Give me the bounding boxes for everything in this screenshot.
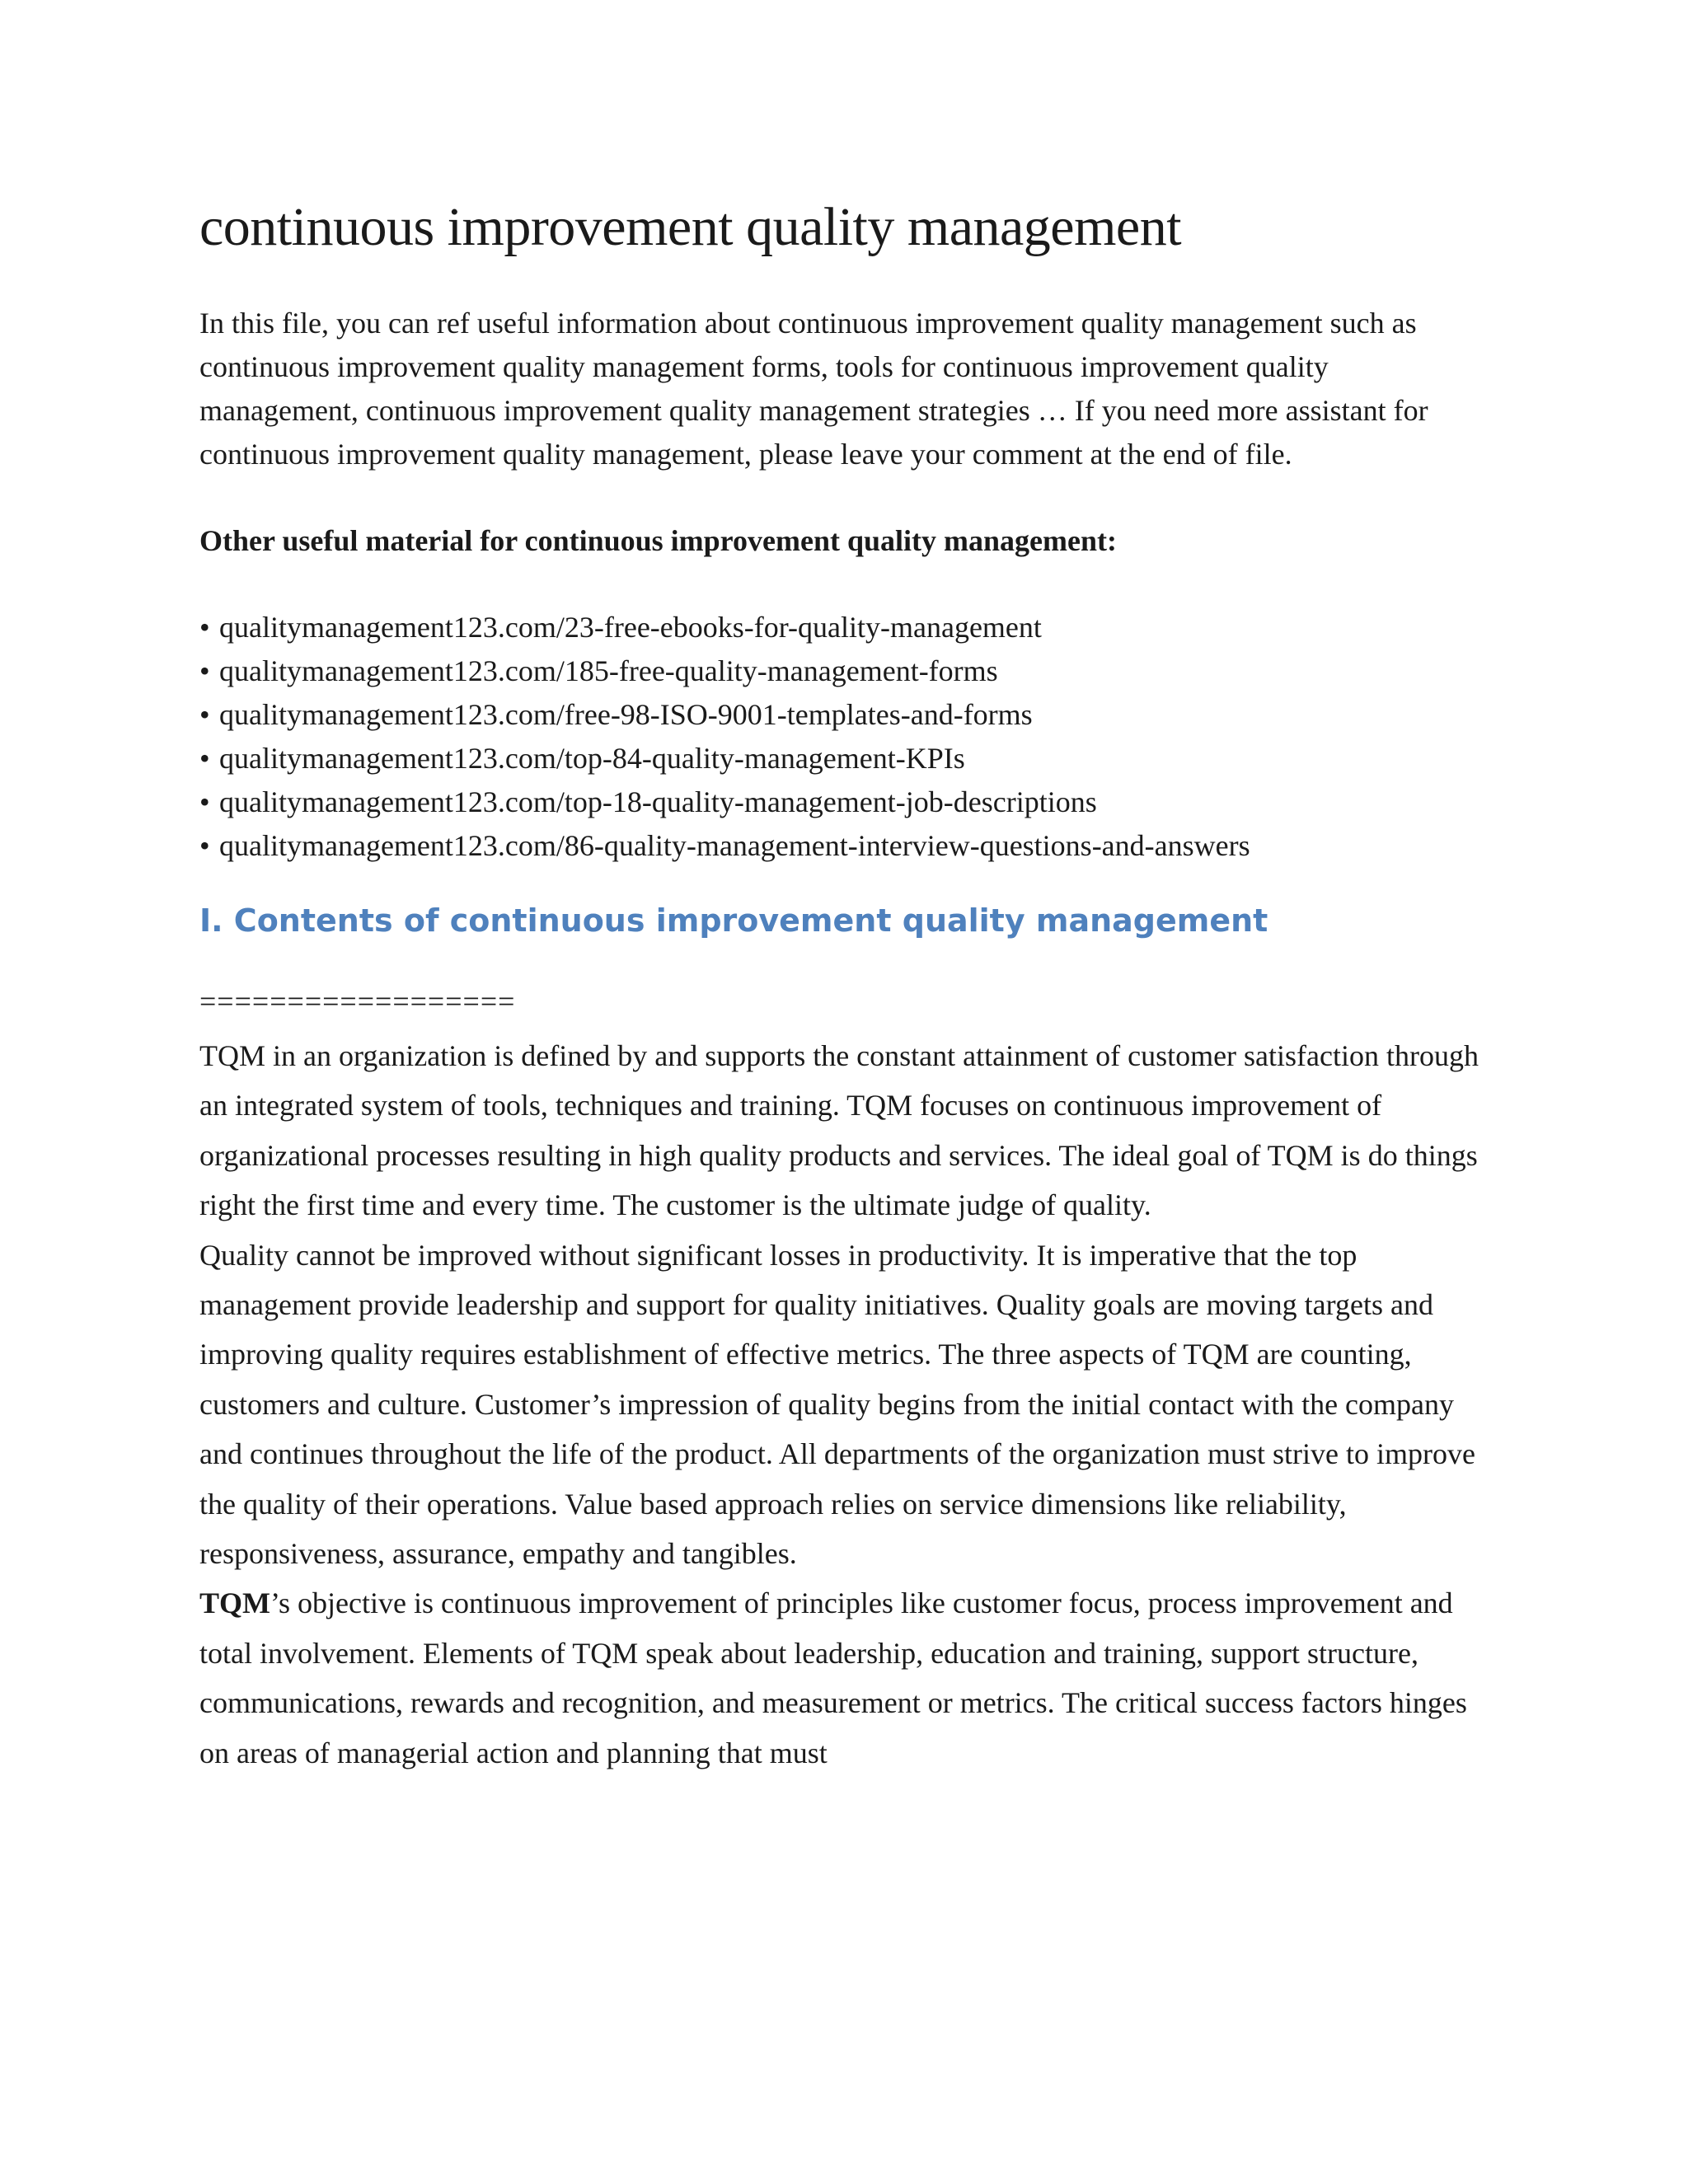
bullet-icon: • <box>199 829 210 862</box>
resource-link-list <box>199 606 1485 868</box>
section-heading: I. Contents of continuous improvement quality management <box>199 902 1268 939</box>
resource-link-text[interactable]: qualitymanagement123.com/top-84-quality-management-KPIs <box>219 742 965 775</box>
resource-link-item[interactable] <box>199 606 1485 649</box>
bullet-icon: • <box>199 742 210 775</box>
body-paragraph-3 <box>199 1578 1485 1778</box>
separator-line: ================== <box>199 985 516 1018</box>
body-paragraph-2: Quality cannot be improved without significant losses in productivity. It is imperative that the top management provide leadership and support for quality initiatives. Quality goals are moving targets and improving quality requires establishment of effective metrics. The three aspects of TQM are counting, customers and culture. Customer’s impression of quality begins from the initial contact with the company and continues throughout the life of the product. All departments of the organization must strive to improve the quality of their operations. Value based approach relies on service dimensions like reliability, responsiveness, assurance, empathy and tangibles. <box>199 1238 1475 1571</box>
tqm-bold-term: TQM <box>199 1586 270 1620</box>
resource-link-text[interactable]: qualitymanagement123.com/185-free-quality-management-forms <box>219 654 998 687</box>
other-material-heading: Other useful material for continuous improvement quality management: <box>199 524 1117 557</box>
document-content <box>199 194 1485 1778</box>
intro-paragraph: In this file, you can ref useful information about continuous improvement quality management such as continuous improvement quality management forms, tools for continuous improvement quality management, continuous improvement quality management strategies … If you need more assistant for continuous improvement quality management, please leave your comment at the end of file. <box>199 307 1428 471</box>
resource-link-item[interactable] <box>199 693 1485 737</box>
bullet-icon: • <box>199 785 210 818</box>
bullet-icon: • <box>199 611 210 644</box>
resource-link-text[interactable]: qualitymanagement123.com/23-free-ebooks-for-quality-management <box>219 611 1042 644</box>
resource-link-text[interactable]: qualitymanagement123.com/free-98-ISO-9001-templates-and-forms <box>219 698 1033 731</box>
body-paragraph-3-text: ’s objective is continuous improvement of principles like customer focus, process improvement and total involvement. Elements of TQM speak about leadership, education and training, support structure, communications, rewards and recognition, and measurement or metrics. The critical success factors hinges on areas of managerial action and planning that must <box>199 1586 1467 1769</box>
resource-link-item[interactable] <box>199 649 1485 693</box>
resource-link-text[interactable]: qualitymanagement123.com/top-18-quality-management-job-descriptions <box>219 785 1097 818</box>
resource-link-item[interactable] <box>199 737 1485 780</box>
resource-link-item[interactable] <box>199 780 1485 824</box>
bullet-icon: • <box>199 654 210 687</box>
bullet-icon: • <box>199 698 210 731</box>
resource-link-item[interactable] <box>199 824 1485 868</box>
resource-link-text[interactable]: qualitymanagement123.com/86-quality-management-interview-questions-and-answers <box>219 829 1250 862</box>
document-title: continuous improvement quality management <box>199 197 1182 257</box>
body-paragraph-1: TQM in an organization is defined by and supports the constant attainment of customer satisfaction through an integrated system of tools, techniques and training. TQM focuses on continuous improvement of organizational processes resulting in high quality products and services. The ideal goal of TQM is do things right the first time and every time. The customer is the ultimate judge of quality. <box>199 1039 1479 1222</box>
